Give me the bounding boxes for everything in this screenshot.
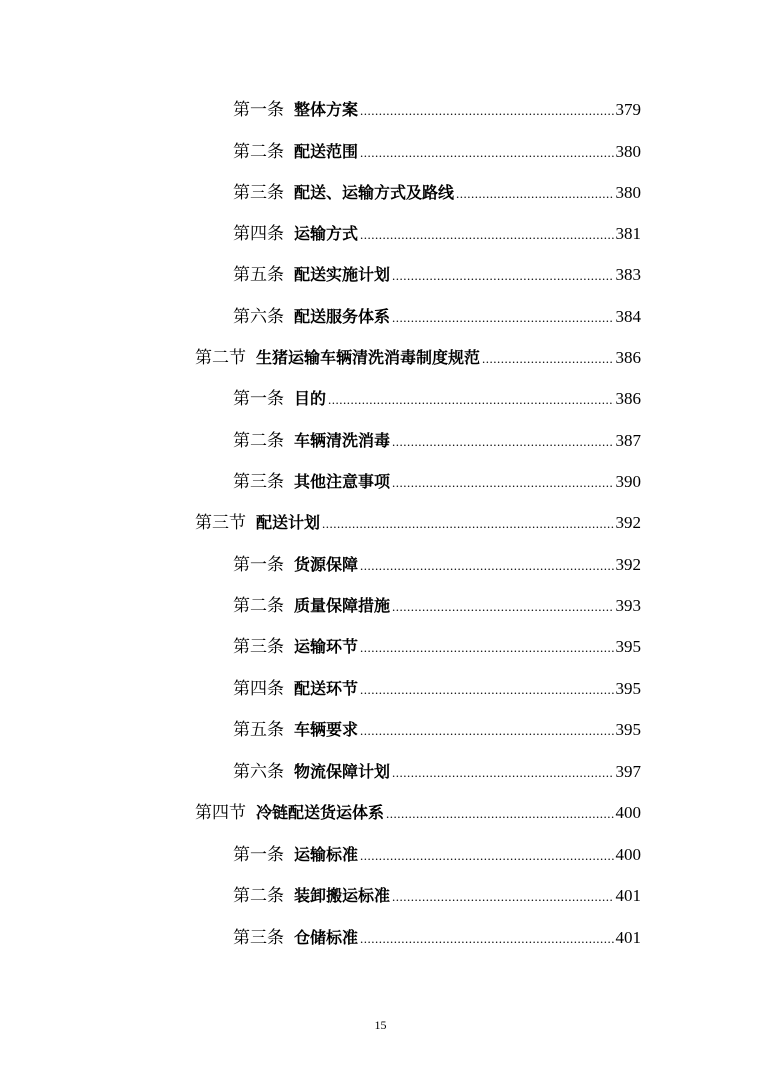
dot-leader bbox=[328, 390, 613, 410]
toc-entry-label: 第一条 bbox=[233, 389, 284, 409]
toc-entry-page: 395 bbox=[615, 679, 641, 698]
toc-entry-title: 其他注意事项 bbox=[294, 472, 391, 491]
dot-leader bbox=[392, 763, 613, 783]
dot-leader bbox=[392, 473, 613, 493]
toc-entry-title: 运输方式 bbox=[294, 224, 359, 243]
toc-entry-title: 车辆要求 bbox=[294, 720, 359, 739]
dot-leader bbox=[392, 266, 613, 286]
dot-leader bbox=[360, 721, 613, 741]
page-number: 15 bbox=[374, 1018, 387, 1032]
toc-section-label: 第二节 bbox=[195, 348, 246, 368]
toc-entry-label: 第六条 bbox=[233, 307, 284, 327]
toc-entry-title: 目的 bbox=[294, 389, 327, 408]
toc-entry[interactable] bbox=[233, 472, 641, 493]
toc-entry-page: 397 bbox=[615, 762, 641, 781]
dot-leader bbox=[386, 804, 613, 824]
toc-entry-title: 配送、运输方式及路线 bbox=[294, 183, 455, 202]
toc-entry[interactable] bbox=[233, 679, 641, 700]
dot-leader bbox=[322, 514, 613, 534]
dot-leader bbox=[482, 349, 613, 369]
toc-entry-page: 383 bbox=[615, 265, 641, 284]
toc-entry-title: 质量保障措施 bbox=[294, 596, 391, 615]
toc-entry-page: 390 bbox=[615, 472, 641, 491]
toc-entry[interactable] bbox=[233, 720, 641, 741]
toc-entry-page: 380 bbox=[615, 183, 641, 202]
toc-entry-label: 第二条 bbox=[233, 596, 284, 616]
toc-entry-label: 第四条 bbox=[233, 224, 284, 244]
toc-entry[interactable] bbox=[233, 265, 641, 286]
toc-entry[interactable] bbox=[233, 431, 641, 452]
dot-leader bbox=[360, 143, 613, 163]
toc-entry-label: 第三条 bbox=[233, 472, 284, 492]
toc-entry[interactable] bbox=[233, 183, 641, 204]
toc-entry-label: 第三条 bbox=[233, 928, 284, 948]
toc-section[interactable] bbox=[195, 803, 641, 824]
toc-entry-title: 配送范围 bbox=[294, 142, 359, 161]
toc-entry[interactable] bbox=[233, 389, 641, 410]
toc-entry[interactable] bbox=[233, 845, 641, 866]
toc-entry-page: 380 bbox=[615, 142, 641, 161]
toc-entry-page: 400 bbox=[615, 845, 641, 864]
toc-entry[interactable] bbox=[233, 100, 641, 121]
toc-entry-label: 第三条 bbox=[233, 183, 284, 203]
dot-leader bbox=[456, 184, 613, 204]
toc-entry-title: 货源保障 bbox=[294, 555, 359, 574]
dot-leader bbox=[392, 887, 613, 907]
toc-entry-page: 386 bbox=[615, 389, 641, 408]
toc-entry-label: 第二条 bbox=[233, 886, 284, 906]
toc-entry-page: 392 bbox=[615, 555, 641, 574]
toc-section-label: 第四节 bbox=[195, 803, 246, 823]
toc-entry-page: 395 bbox=[615, 720, 641, 739]
toc-entry-page: 401 bbox=[615, 928, 641, 947]
dot-leader bbox=[360, 638, 613, 658]
toc-entry[interactable] bbox=[233, 142, 641, 163]
toc-entry-page: 401 bbox=[615, 886, 641, 905]
toc-entry-page: 387 bbox=[615, 431, 641, 450]
toc-entry-page: 395 bbox=[615, 637, 641, 656]
dot-leader bbox=[392, 432, 613, 452]
dot-leader bbox=[360, 846, 613, 866]
toc-entry[interactable] bbox=[233, 555, 641, 576]
toc-entry-page: 384 bbox=[615, 307, 641, 326]
toc-entry[interactable] bbox=[233, 928, 641, 949]
toc-entry-title: 车辆清洗消毒 bbox=[294, 431, 391, 450]
dot-leader bbox=[360, 680, 613, 700]
toc-entry-title: 配送实施计划 bbox=[294, 265, 391, 284]
dot-leader bbox=[360, 929, 613, 949]
toc-entry-title: 装卸搬运标准 bbox=[294, 886, 391, 905]
toc-entry-title: 运输标准 bbox=[294, 845, 359, 864]
toc-entry-label: 第五条 bbox=[233, 265, 284, 285]
toc-entry-label: 第二条 bbox=[233, 431, 284, 451]
toc-section[interactable] bbox=[195, 513, 641, 534]
toc-section-page: 400 bbox=[615, 803, 641, 822]
toc-entry[interactable] bbox=[233, 886, 641, 907]
dot-leader bbox=[360, 101, 613, 121]
toc-entry-label: 第五条 bbox=[233, 720, 284, 740]
toc-entry[interactable] bbox=[233, 596, 641, 617]
toc-entry-page: 381 bbox=[615, 224, 641, 243]
toc-entry-title: 配送服务体系 bbox=[294, 307, 391, 326]
toc-section-title: 配送计划 bbox=[256, 513, 321, 532]
toc-entry-title: 整体方案 bbox=[294, 100, 359, 119]
dot-leader bbox=[392, 597, 613, 617]
toc-section[interactable] bbox=[195, 348, 641, 369]
dot-leader bbox=[360, 556, 613, 576]
toc-section-page: 392 bbox=[615, 513, 641, 532]
toc-section-title: 生猪运输车辆清洗消毒制度规范 bbox=[256, 348, 481, 367]
toc-entry[interactable] bbox=[233, 762, 641, 783]
toc-section-label: 第三节 bbox=[195, 513, 246, 533]
toc-entry-page: 393 bbox=[615, 596, 641, 615]
toc-entry-title: 物流保障计划 bbox=[294, 762, 391, 781]
toc-entry-page: 379 bbox=[615, 100, 641, 119]
toc-entry-label: 第四条 bbox=[233, 679, 284, 699]
toc-entry-label: 第一条 bbox=[233, 100, 284, 120]
toc-entry-label: 第一条 bbox=[233, 555, 284, 575]
toc-entry[interactable] bbox=[233, 307, 641, 328]
toc-entry[interactable] bbox=[233, 637, 641, 658]
dot-leader bbox=[360, 225, 613, 245]
toc-entry-label: 第一条 bbox=[233, 845, 284, 865]
toc-section-title: 冷链配送货运体系 bbox=[256, 803, 385, 822]
toc-entry-title: 仓储标准 bbox=[294, 928, 359, 947]
toc-entry[interactable] bbox=[233, 224, 641, 245]
toc-section-page: 386 bbox=[615, 348, 641, 367]
dot-leader bbox=[392, 308, 613, 328]
toc-entry-title: 运输环节 bbox=[294, 637, 359, 656]
toc-entry-title: 配送环节 bbox=[294, 679, 359, 698]
toc-entry-label: 第二条 bbox=[233, 142, 284, 162]
toc-entry-label: 第六条 bbox=[233, 762, 284, 782]
toc-entry-label: 第三条 bbox=[233, 637, 284, 657]
